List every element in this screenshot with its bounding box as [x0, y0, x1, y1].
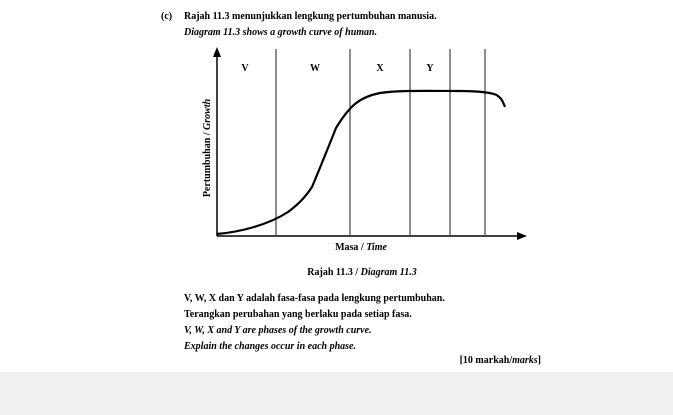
question-intro-malay: Rajah 11.3 menunjukkan lengkung pertumbuhan manusia.: [184, 11, 437, 22]
marks-allocation: [10 markah/marks]: [459, 355, 541, 366]
x-axis-label: Masa / Time: [335, 242, 387, 253]
y-axis-arrow: [213, 47, 221, 57]
instruction-line-1-malay: V, W, X dan Y adalah fasa-fasa pada lengkung pertumbuhan.: [184, 293, 445, 304]
phase-label-v: V: [241, 63, 249, 74]
instruction-line-1-english: V, W, X and Y are phases of the growth curve.: [184, 325, 372, 336]
y-axis-label: Pertumbuhan / Growth: [202, 98, 213, 198]
growth-curve-line: [217, 91, 505, 234]
instruction-line-2-malay: Terangkan perubahan yang berlaku pada setiap fasa.: [184, 309, 412, 320]
phase-label-w: W: [310, 63, 320, 74]
phase-label-x: X: [376, 63, 384, 74]
question-intro-english: Diagram 11.3 shows a growth curve of human.: [184, 27, 378, 38]
diagram-caption: Rajah 11.3 / Diagram 11.3: [307, 267, 417, 278]
question-label: (c): [161, 11, 173, 22]
phase-label-y: Y: [426, 63, 434, 74]
page-gap: [0, 372, 673, 415]
x-axis-arrow: [517, 232, 527, 240]
instruction-line-2-english: Explain the changes occur in each phase.: [184, 341, 356, 352]
